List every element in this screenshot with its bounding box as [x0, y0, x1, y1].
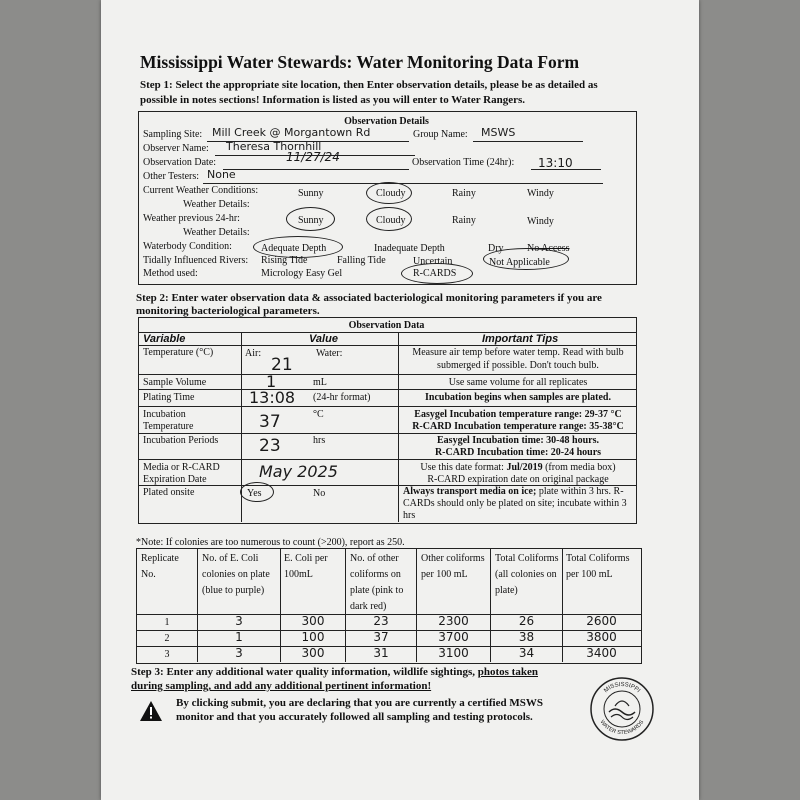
incubation-period-unit: hrs: [313, 435, 326, 446]
waterbody-label: Waterbody Condition:: [143, 241, 232, 252]
current-weather-label: Current Weather Conditions:: [143, 185, 259, 196]
media-label-1: Media or R-CARD: [143, 462, 220, 473]
plating-time-tip: Incubation begins when samples are plated.: [425, 392, 611, 403]
incubation-period-tip-1: Easygel Incubation time: 30-48 hours.: [437, 435, 599, 446]
plated-no[interactable]: No: [313, 488, 326, 499]
header-replicate: Replicate No.: [141, 553, 179, 580]
cell-ecoli-count[interactable]: 3: [235, 646, 243, 660]
cell-replicate: 2: [164, 633, 170, 644]
tidal-uncertain[interactable]: Uncertain: [413, 256, 453, 267]
tidal-not-applicable[interactable]: Not Applicable: [489, 257, 550, 268]
col-tips: Important Tips: [482, 333, 559, 345]
cell-ecoli-per-100[interactable]: 300: [301, 614, 325, 628]
header-ecoli-per-100: E. Coli per 100mL: [284, 553, 328, 580]
cell-total-count[interactable]: 34: [518, 646, 535, 660]
current-weather-rainy[interactable]: Rainy: [452, 188, 476, 199]
svg-text:MISSISSIPPI: MISSISSIPPI: [603, 681, 641, 695]
sample-volume-label: Sample Volume: [143, 377, 207, 388]
current-weather-windy[interactable]: Windy: [527, 188, 554, 199]
weather-details-label-1: Weather Details:: [183, 199, 250, 210]
sample-volume-unit: mL: [313, 377, 327, 388]
form-page: [101, 0, 699, 800]
plated-tip: Always transport media on ice; plate within 3 hrs. R-CARDs should only be plated on site; incubate within 3 hrs: [403, 486, 627, 521]
observation-time-label: Observation Time (24hr):: [412, 157, 515, 168]
air-value[interactable]: 21: [271, 355, 293, 375]
tidal-rising[interactable]: Rising Tide: [261, 255, 308, 266]
sample-volume-value[interactable]: 1: [266, 372, 277, 391]
media-tip-1: Use this date format: Jul/2019 (from media box): [420, 462, 616, 473]
sampling-site-label: Sampling Site:: [143, 129, 203, 140]
incubation-temp-unit: °C: [313, 409, 324, 420]
tidal-label: Tidally Influenced Rivers:: [143, 255, 249, 266]
step1-line2: possible in notes sections! Information is listed as you will enter to Water Rangers.: [140, 94, 526, 106]
air-label: Air:: [245, 348, 262, 359]
method-rcards-circle: [401, 263, 473, 284]
weather-previous-label: Weather previous 24-hr:: [143, 213, 240, 224]
weather-details-label-2: Weather Details:: [183, 227, 250, 238]
observation-date-value[interactable]: 11/27/24: [286, 150, 340, 164]
incubation-temp-tip-1: Easygel Incubation temperature range: 29-37 °C: [414, 409, 622, 420]
prev-weather-rainy[interactable]: Rainy: [452, 215, 476, 226]
header-total-colonies: Total Coliforms (all colonies on plate): [495, 553, 559, 596]
media-expiration-value[interactable]: May 2025: [259, 462, 338, 481]
header-ecoli-colonies: No. of E. Coli colonies on plate (blue to purple): [202, 553, 270, 596]
other-testers-value[interactable]: None: [207, 168, 236, 181]
svg-text:WATER STEWARDS: WATER STEWARDS: [598, 719, 646, 737]
prev-weather-cloudy-circle: [366, 207, 412, 231]
media-label-2: Expiration Date: [143, 474, 207, 485]
col-value: Value: [309, 333, 338, 345]
cell-other-per-100[interactable]: 3700: [438, 630, 469, 644]
method-label: Method used:: [143, 268, 198, 279]
water-label: Water:: [316, 348, 343, 359]
observer-name-label: Observer Name:: [143, 143, 209, 154]
cell-total-count[interactable]: 26: [518, 614, 535, 628]
step3-line2[interactable]: during sampling, and add any additional pertinent information!: [131, 680, 432, 692]
step2-line1: Step 2: Enter water observation data & associated bacteriological monitoring parameters if you are: [136, 292, 602, 304]
group-name-value[interactable]: MSWS: [481, 126, 516, 139]
cell-other-count[interactable]: 31: [373, 646, 389, 660]
warning-icon: [139, 700, 163, 727]
prev-weather-sunny[interactable]: Sunny: [298, 215, 324, 226]
waterbody-inadequate[interactable]: Inadequate Depth: [374, 243, 445, 254]
plating-time-value[interactable]: 13:08: [249, 388, 296, 407]
temperature-label: Temperature (°C): [143, 347, 214, 358]
incubation-temp-tip-2: R-CARD Incubation temperature range: 35-38°C: [412, 421, 624, 432]
cell-total-count[interactable]: 38: [518, 630, 535, 644]
observer-name-value[interactable]: Theresa Thornhill: [226, 140, 322, 153]
declaration-line1: By clicking submit, you are declaring that you are currently a certified MSWS: [176, 697, 543, 709]
method-easygel[interactable]: Micrology Easy Gel: [261, 268, 343, 279]
declaration-line2: monitor and that you accurately followed all sampling and testing protocols.: [176, 711, 533, 723]
cell-ecoli-per-100[interactable]: 100: [301, 630, 325, 644]
cell-other-count[interactable]: 37: [373, 630, 389, 644]
incubation-temp-label-1: Incubation: [143, 409, 186, 420]
cell-ecoli-count[interactable]: 1: [235, 630, 243, 644]
cell-ecoli-count[interactable]: 3: [235, 614, 243, 628]
incubation-period-value[interactable]: 23: [259, 436, 281, 456]
cell-total-per-100[interactable]: 3800: [586, 630, 617, 644]
media-tip-2: R-CARD expiration date on original package: [427, 474, 609, 485]
plated-yes[interactable]: Yes: [247, 488, 262, 499]
col-variable: Variable: [143, 333, 186, 345]
cell-other-per-100[interactable]: 2300: [438, 614, 469, 628]
waterbody-no-access[interactable]: No Access: [527, 243, 570, 254]
cell-other-per-100[interactable]: 3100: [438, 646, 469, 660]
cell-replicate: 3: [164, 649, 170, 660]
cell-other-count[interactable]: 23: [373, 614, 389, 628]
temperature-tip: Measure air temp before water temp. Read with bulb submerged if possible. Don't touch bulb.: [412, 347, 624, 371]
colony-note: *Note: If colonies are too numerous to count (>200), report as 250.: [136, 537, 405, 548]
current-weather-cloudy[interactable]: Cloudy: [376, 188, 406, 199]
header-other-per-100: Other coliforms per 100 mL: [421, 553, 485, 580]
cell-ecoli-per-100[interactable]: 300: [301, 646, 325, 660]
method-rcards[interactable]: R-CARDS: [413, 268, 457, 279]
prev-weather-cloudy[interactable]: Cloudy: [376, 215, 406, 226]
msws-seal-logo: [589, 676, 655, 747]
incubation-temp-value[interactable]: 37: [259, 412, 281, 432]
incubation-period-label: Incubation Periods: [143, 435, 219, 446]
tidal-not-applicable-circle: [483, 248, 569, 270]
step1-line1: Step 1: Select the appropriate site location, then Enter observation details, please be as detailed as: [140, 79, 598, 91]
header-total-per-100: Total Coliforms per 100 mL: [566, 553, 630, 580]
current-weather-sunny[interactable]: Sunny: [298, 188, 324, 199]
prev-weather-windy[interactable]: Windy: [527, 216, 554, 227]
observation-details-heading: Observation Details: [344, 116, 429, 127]
sampling-site-value[interactable]: Mill Creek @ Morgantown Rd: [212, 126, 371, 139]
observation-time-value[interactable]: 13:10: [538, 156, 573, 170]
plated-onsite-label: Plated onsite: [143, 487, 195, 498]
waterbody-dry[interactable]: Dry: [488, 243, 504, 254]
sample-volume-tip: Use same volume for all replicates: [448, 377, 588, 388]
step2-line2: monitoring bacteriological parameters.: [136, 305, 320, 317]
form-title: Mississippi Water Stewards: Water Monitoring Data Form: [140, 52, 580, 72]
prev-weather-sunny-circle: [286, 207, 335, 231]
incubation-period-tip-2: R-CARD Incubation time: 20-24 hours: [434, 447, 602, 458]
waterbody-adequate[interactable]: Adequate Depth: [261, 243, 327, 254]
header-other-colonies: No. of other coliforms on plate (pink to dark red): [350, 553, 404, 612]
cell-total-per-100[interactable]: 3400: [586, 646, 617, 660]
plated-yes-circle: [240, 482, 274, 502]
incubation-temp-label-2: Temperature: [143, 421, 194, 432]
tidal-falling[interactable]: Falling Tide: [337, 255, 386, 266]
plating-time-label: Plating Time: [143, 392, 195, 403]
plating-time-unit: (24-hr format): [313, 392, 371, 403]
other-testers-label: Other Testers:: [143, 171, 200, 182]
cell-total-per-100[interactable]: 2600: [586, 614, 617, 628]
step3-line1: Step 3: Enter any additional water quality information, wildlife sightings, photos taken: [131, 666, 538, 678]
current-weather-selection-circle: [366, 182, 412, 204]
observation-data-heading: Observation Data: [348, 320, 425, 331]
observation-date-label: Observation Date:: [143, 157, 217, 168]
cell-replicate: 1: [164, 617, 170, 628]
group-name-label: Group Name:: [413, 129, 468, 140]
